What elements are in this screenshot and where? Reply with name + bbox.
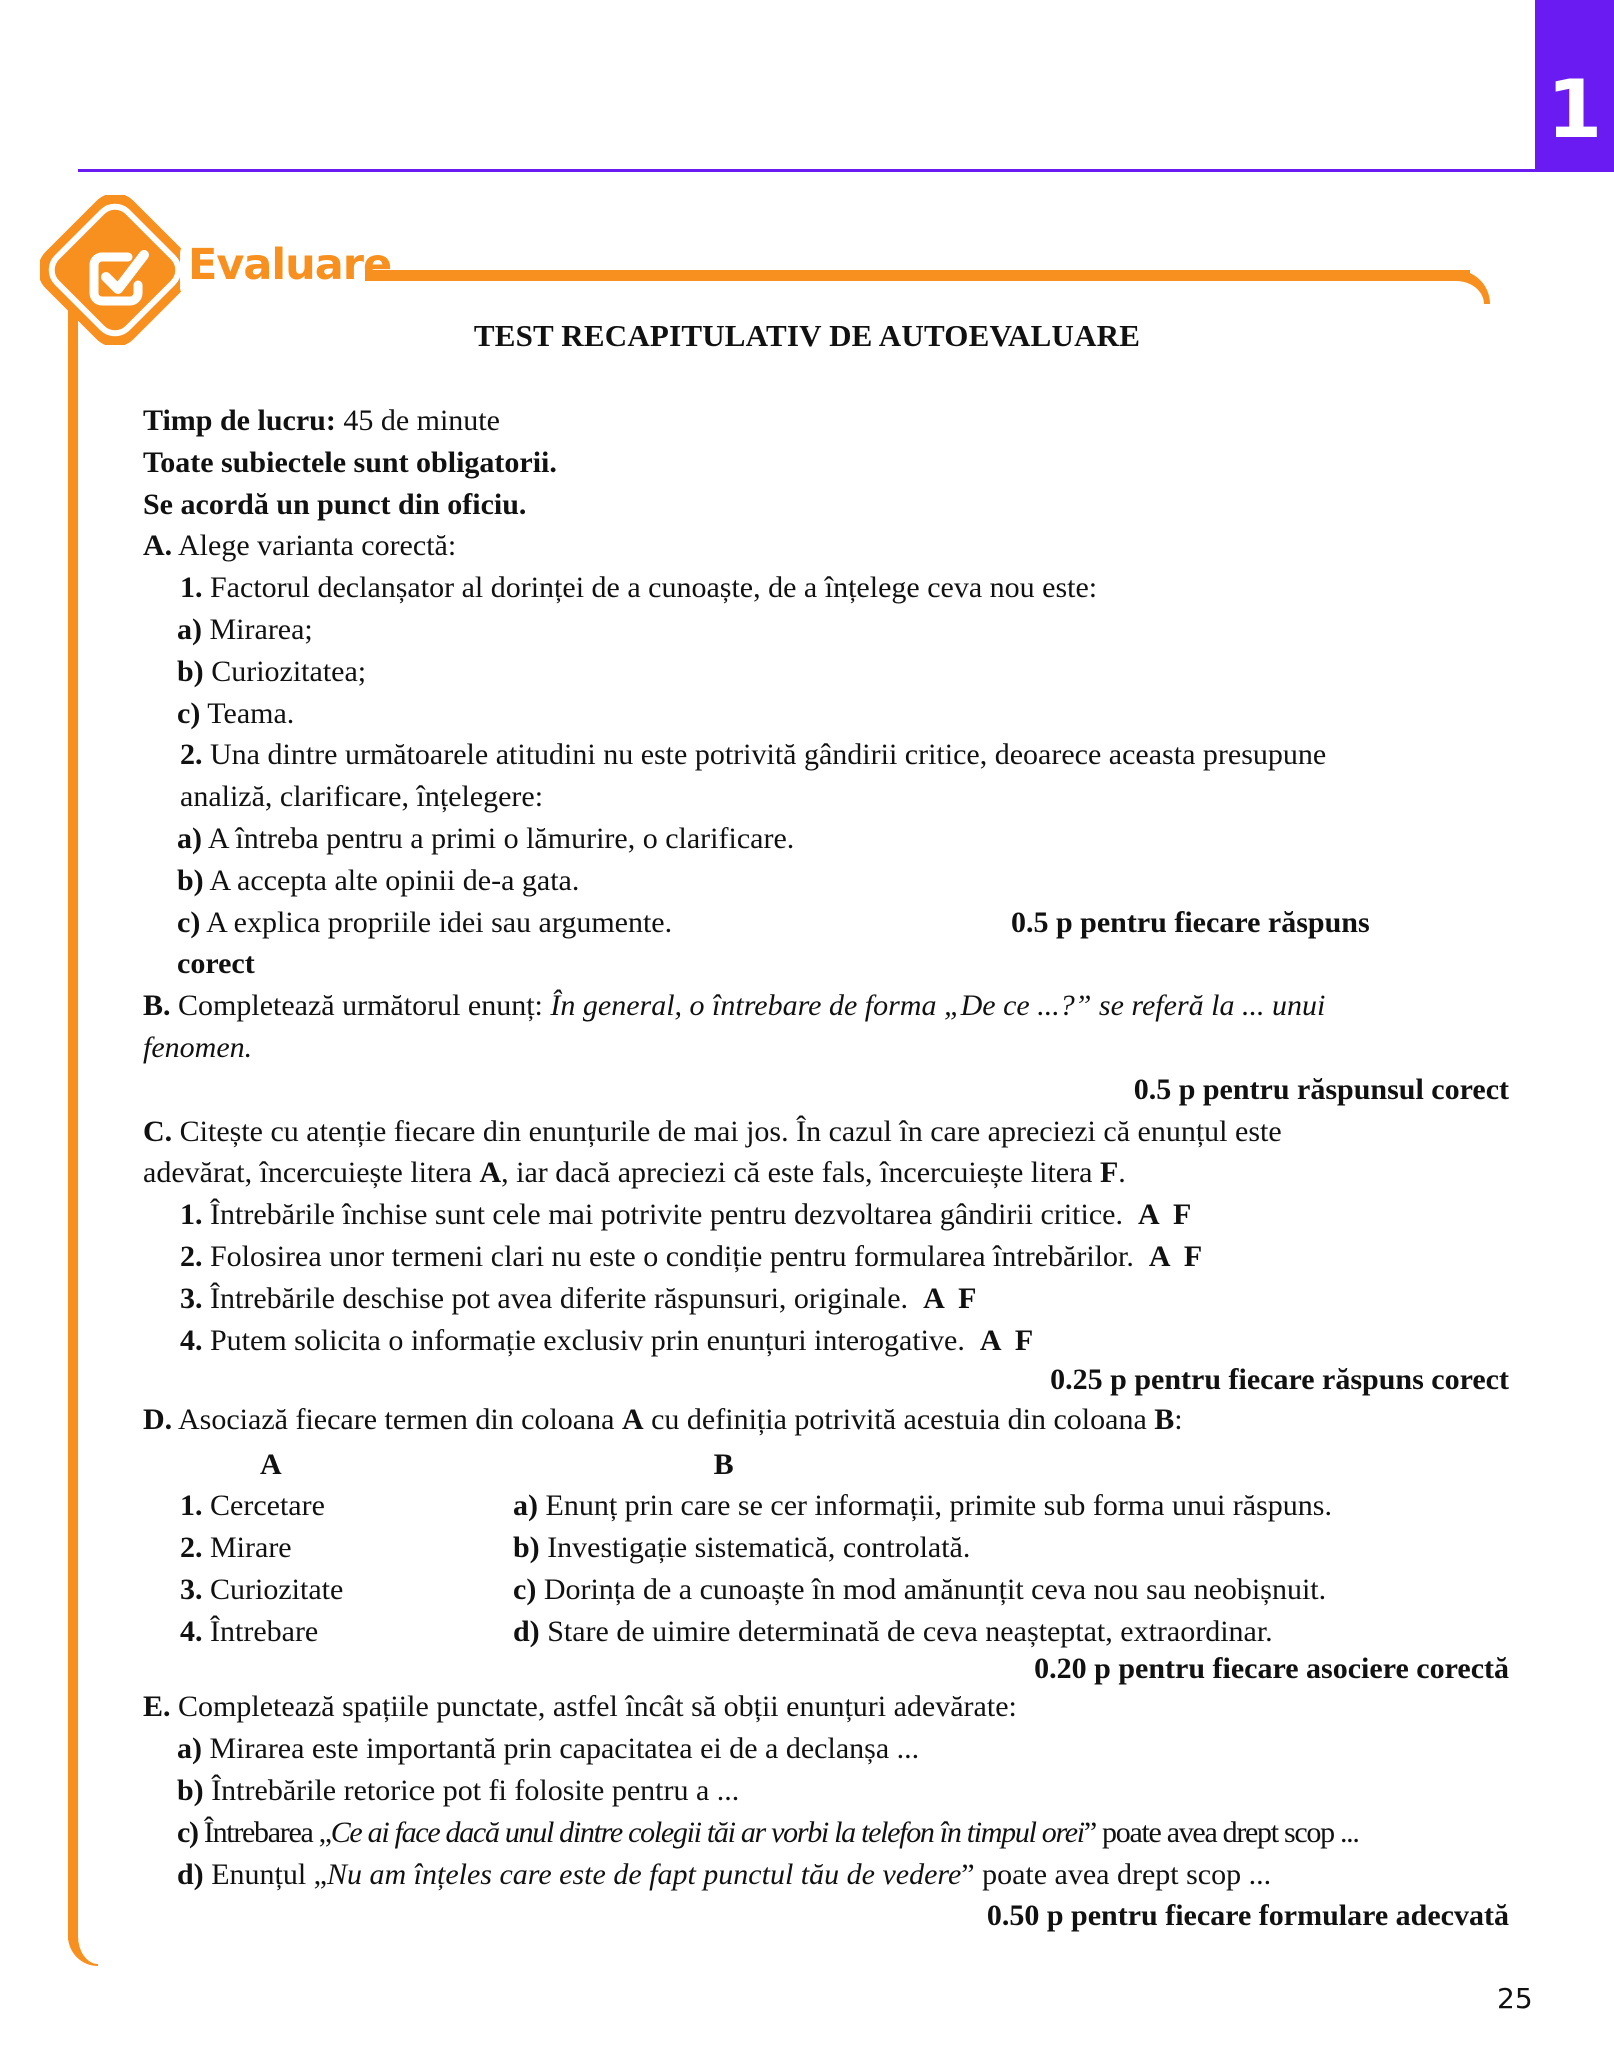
quoted-question: Ce ai face dacă unul dintre colegii tăi ar vorbi la telefon în timpul orei	[330, 1815, 1084, 1849]
option-a1-c	[143, 693, 1513, 735]
item-key: a)	[177, 1732, 202, 1766]
option-key: a)	[177, 612, 202, 646]
section-letter: D.	[143, 1403, 173, 1437]
tf-item	[143, 1278, 1513, 1320]
section-a-score: 0.5 p pentru fiecare răspuns	[1011, 905, 1370, 939]
question-a2	[143, 734, 1513, 776]
section-instruction: Alege varianta corectă:	[172, 529, 457, 563]
column-b-header: B	[713, 1448, 734, 1482]
fill-item	[143, 1728, 1513, 1770]
test-content	[143, 400, 1513, 1937]
term-text: Întrebare	[202, 1614, 319, 1648]
section-c-instruction-cont	[143, 1152, 1513, 1194]
bonus-note: Se acordă un punct din oficiu.	[143, 487, 527, 521]
option-text: A întreba pentru a primi o lămurire, o clarificare.	[202, 821, 795, 855]
item-number: 2.	[180, 1239, 203, 1273]
option-a1-a	[143, 609, 1513, 651]
quoted-statement: Nu am înțeles care este de fapt punctul tău de vedere	[327, 1857, 962, 1891]
tf-item	[143, 1320, 1513, 1362]
section-instruction: Citește cu atenție fiecare din enunțurile de mai jos. În cazul în care apreciezi că enunțul este	[172, 1114, 1282, 1148]
term-number: 3.	[180, 1572, 203, 1606]
section-d-score: 0.20 p pentru fiecare asociere corectă	[1034, 1652, 1509, 1686]
time-value: 45 de minute	[335, 404, 500, 437]
item-text: Enunțul „	[203, 1857, 327, 1891]
definition-text: Stare de uimire determinată de ceva neașteptat, extraordinar.	[539, 1614, 1273, 1648]
instruction-text: Asociază fiecare termen din coloana	[172, 1403, 622, 1437]
item-text: Putem solicita o informație exclusiv prin enunțuri interogative.	[202, 1323, 965, 1357]
page-number: 25	[1497, 1982, 1533, 2015]
section-instruction: Completează spațiile punctate, astfel încât să obții enunțuri adevărate:	[170, 1690, 1017, 1724]
section-b-score: 0.5 p pentru răspunsul corect	[1133, 1072, 1509, 1106]
instruction-text: adevărat, încercuiește litera	[143, 1156, 480, 1190]
option-text: Teama.	[200, 696, 295, 730]
item-text: Mirarea este importantă prin capacitatea ei de a declanșa ...	[202, 1732, 920, 1766]
column-ref: B	[1154, 1403, 1175, 1437]
section-e-heading	[143, 1686, 1513, 1728]
question-number: 1.	[180, 571, 203, 605]
option-a1-b	[143, 651, 1513, 693]
option-key: a)	[177, 821, 202, 855]
section-letter: C.	[143, 1114, 173, 1148]
true-false-choices[interactable]: A F	[979, 1323, 1034, 1357]
section-c-heading	[143, 1111, 1513, 1153]
true-false-choices[interactable]: A F	[923, 1281, 977, 1315]
option-text: A explica propriile idei sau argumente.	[200, 905, 673, 939]
item-text: Întrebarea „	[197, 1815, 331, 1849]
matching-row	[143, 1485, 1513, 1527]
definition-text: Enunț prin care se cer informații, primite sub forma unui răspuns.	[538, 1489, 1332, 1523]
item-text: ” poate avea drept scop ...	[961, 1857, 1272, 1891]
statement-text: În general, o întrebare de forma „De ce ...?” se referă la ... unui	[550, 989, 1326, 1023]
term-text: Mirare	[202, 1530, 292, 1564]
item-text: Întrebările deschise pot avea diferite răspunsuri, originale.	[202, 1281, 909, 1315]
term-text: Curiozitate	[202, 1572, 344, 1606]
section-letter: E.	[143, 1690, 171, 1724]
option-a2-a	[143, 818, 1513, 860]
section-a-score-cont: corect	[177, 947, 255, 981]
section-e-score: 0.50 p pentru fiecare formulare adecvată	[986, 1899, 1509, 1933]
matching-row	[143, 1527, 1513, 1569]
true-false-choices[interactable]: A F	[1148, 1239, 1203, 1273]
chapter-tab	[1535, 0, 1614, 172]
column-a-header: A	[260, 1448, 282, 1482]
option-key: b)	[177, 654, 204, 688]
question-number: 2.	[180, 738, 203, 772]
mandatory-note: Toate subiectele sunt obligatorii.	[143, 445, 557, 479]
item-number: 3.	[180, 1281, 203, 1315]
option-key: b)	[177, 863, 204, 897]
definition-text: Dorința de a cunoaște în mod amănunțit ceva nou sau neobișnuit.	[536, 1572, 1327, 1606]
question-text: Una dintre următoarele atitudini nu este potrivită gândirii critice, deoarece aceasta presupune	[202, 738, 1327, 772]
section-b-heading	[143, 985, 1513, 1027]
section-label: Evaluare	[188, 240, 392, 290]
instruction-text: , iar dacă apreciezi că este fals, încercuiește litera	[501, 1156, 1100, 1190]
option-text: A accepta alte opinii de-a gata.	[203, 863, 580, 897]
definition-key: d)	[513, 1614, 540, 1648]
section-d-heading	[143, 1399, 1513, 1441]
left-border-curve	[68, 1900, 98, 1966]
question-text: Factorul declanșator al dorinței de a cunoaște, de a înțelege ceva nou este:	[202, 571, 1098, 605]
section-instruction: Completează următorul enunț:	[170, 989, 551, 1023]
term-number: 4.	[180, 1614, 203, 1648]
section-letter: A.	[143, 529, 173, 563]
question-a1	[143, 567, 1513, 609]
definition-key: b)	[513, 1530, 540, 1564]
option-text: Curiozitatea;	[203, 654, 367, 688]
instruction-text: .	[1118, 1156, 1126, 1190]
chapter-number: 1	[1546, 63, 1603, 156]
item-key: d)	[177, 1857, 204, 1891]
true-false-choices[interactable]: A F	[1137, 1198, 1192, 1232]
fill-item	[143, 1812, 1513, 1854]
definition-text: Investigație sistematică, controlată.	[539, 1530, 971, 1564]
section-rule-curve	[1440, 270, 1490, 304]
item-key: c)	[177, 1815, 198, 1849]
item-number: 4.	[180, 1323, 203, 1357]
page-title: TEST RECAPITULATIV DE AUTOEVALUARE	[473, 318, 1141, 353]
term-number: 1.	[180, 1489, 203, 1523]
definition-key: c)	[513, 1572, 537, 1606]
term-number: 2.	[180, 1530, 203, 1564]
matching-headers	[143, 1441, 1513, 1485]
section-letter: B.	[143, 989, 171, 1023]
item-key: b)	[177, 1773, 204, 1807]
section-a-heading	[143, 525, 1513, 567]
section-rule	[360, 270, 1470, 281]
option-key: c)	[177, 696, 201, 730]
item-number: 1.	[180, 1198, 203, 1232]
section-c-score: 0.25 p pentru fiecare răspuns corect	[1050, 1363, 1509, 1397]
tf-item	[143, 1236, 1513, 1278]
option-key: c)	[177, 905, 201, 939]
column-ref: A	[621, 1403, 644, 1437]
time-line	[143, 400, 1513, 442]
option-a2-c	[143, 902, 1513, 944]
true-letter: A	[479, 1156, 502, 1190]
instruction-text: cu definiția potrivită acestuia din coloana	[643, 1403, 1155, 1437]
left-border-bar	[68, 300, 78, 1940]
false-letter: F	[1099, 1156, 1119, 1190]
question-a2-cont: analiză, clarificare, înțelegere:	[180, 780, 544, 814]
item-text: Întrebările retorice pot fi folosite pentru a ...	[203, 1773, 740, 1807]
fill-item	[143, 1770, 1513, 1812]
header-rule	[78, 169, 1538, 172]
item-text: ” poate avea drept scop ...	[1083, 1815, 1359, 1849]
matching-row	[143, 1611, 1513, 1653]
item-text: Folosirea unor termeni clari nu este o condiție pentru formularea întrebărilor.	[202, 1239, 1134, 1273]
item-text: Întrebările închise sunt cele mai potrivite pentru dezvoltarea gândirii critice.	[202, 1198, 1123, 1232]
time-label: Timp de lucru:	[143, 404, 336, 437]
statement-text-cont: fenomen.	[143, 1030, 253, 1064]
instruction-text: :	[1174, 1403, 1183, 1437]
fill-item	[143, 1854, 1513, 1896]
term-text: Cercetare	[202, 1489, 325, 1523]
option-a2-b	[143, 860, 1513, 902]
definition-key: a)	[513, 1489, 538, 1523]
option-text: Mirarea;	[202, 612, 313, 646]
matching-row	[143, 1569, 1513, 1611]
tf-item	[143, 1194, 1513, 1236]
